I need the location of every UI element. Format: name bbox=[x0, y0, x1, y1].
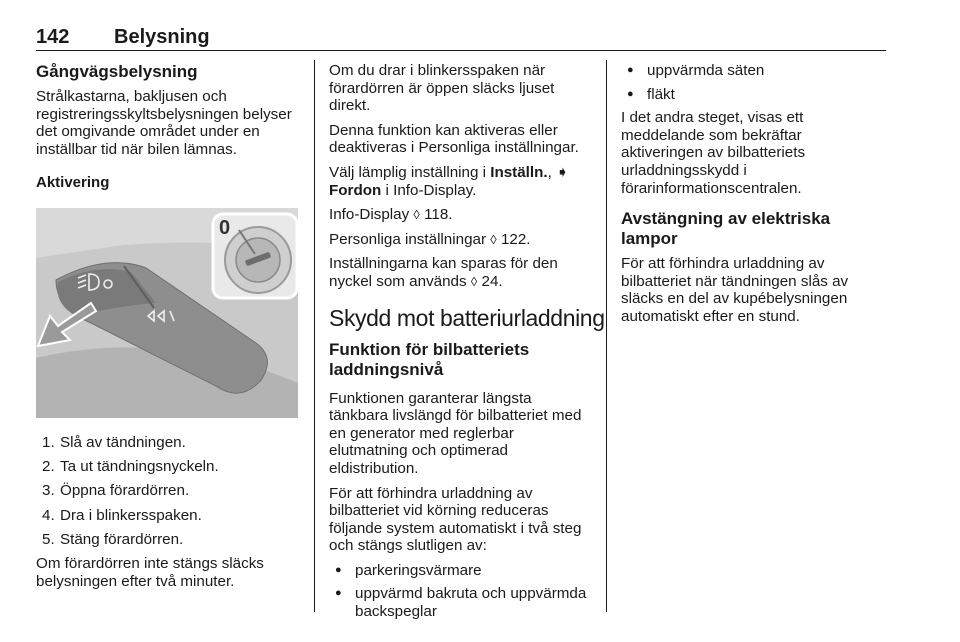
column-3 bbox=[621, 62, 887, 333]
subheading-activation: Aktivering bbox=[36, 174, 110, 192]
list-item: 4. Dra i blinkersspaken. bbox=[42, 506, 202, 524]
paragraph: För att förhindra urladdning av bilbatteriet vid körning reduceras följande system automatiskt i två steg och stängs slutligen av: bbox=[329, 484, 582, 555]
list-item: ● uppvärmd bakruta och uppvärmda backspeglar bbox=[329, 585, 591, 620]
subsection-title: Funktion för bilbatteriets laddningsnivå bbox=[329, 339, 530, 379]
reference-icon: ◊ bbox=[490, 231, 497, 247]
column-divider bbox=[314, 60, 315, 612]
section-title-lamp-shutoff: Avstängning av elektriska lampor bbox=[621, 209, 831, 249]
intro-paragraph: Strålkastarna, bakljusen och registreringsskyltsbelysningen belyser det omgivande området under en inställbar tid när bilen lämnas. bbox=[36, 88, 292, 158]
ignition-inset bbox=[213, 214, 297, 298]
list-item: ● parkeringsvärmare bbox=[329, 562, 591, 580]
reference-icon: ◊ bbox=[470, 273, 478, 289]
reduced-systems-list bbox=[329, 562, 591, 621]
list-item: 5. Stäng förardörren. bbox=[42, 530, 184, 548]
page-header bbox=[36, 26, 886, 51]
column-divider bbox=[606, 60, 607, 612]
ignition-position-label: 0 bbox=[219, 216, 231, 239]
column-1 bbox=[36, 62, 298, 597]
chapter-title: Belysning bbox=[114, 26, 210, 48]
page-number: 142 bbox=[36, 26, 70, 48]
outro-paragraph: Om förardörren inte stängs släcks belysningen efter två minuter. bbox=[36, 554, 264, 590]
arrow-icon: ➧ bbox=[556, 163, 569, 181]
section-title-battery-protection: Skydd mot batteriurladdning bbox=[329, 304, 605, 331]
paragraph: Denna funktion kan aktiveras eller deaktiveras i Personliga inställningar. bbox=[329, 121, 579, 157]
cross-reference-link[interactable]: Info-Display ◊ 118. bbox=[329, 206, 453, 224]
column-2 bbox=[329, 62, 605, 627]
list-item: 1. Slå av tändningen. bbox=[42, 433, 186, 451]
activation-steps bbox=[36, 434, 298, 548]
list-item: 3. Öppna förardörren. bbox=[42, 482, 190, 500]
paragraph: Om du drar i blinkersspaken när förardörren är öppen släcks ljuset direkt. bbox=[329, 62, 555, 115]
stalk-illustration bbox=[36, 208, 298, 418]
paragraph: I det andra steget, visas ett meddelande som bekräftar aktiveringen av bilbatteriets urladdningsskydd i förarinformationscentralen. bbox=[621, 109, 806, 197]
list-item: 2. Ta ut tändningsnyckeln. bbox=[42, 458, 219, 476]
section-title-pathway-lighting: Gångvägsbelysning bbox=[36, 62, 198, 81]
reference-icon: ◊ bbox=[413, 207, 420, 223]
list-item: ● uppvärmda säten bbox=[621, 62, 887, 80]
cross-reference-link[interactable]: Personliga inställningar ◊ 122. bbox=[329, 230, 531, 248]
paragraph: För att förhindra urladdning av bilbatteriet när tändningen slås av släcks en del av kupébelysningen automatiskt efter en stund. bbox=[621, 255, 849, 325]
paragraph: Inställningarna kan sparas för den nyckel som används ◊ 24. bbox=[329, 255, 558, 290]
paragraph-settings-path: Välj lämplig inställning i Inställn., ➧ Fordon i Info-Display. bbox=[329, 163, 569, 199]
list-item: ● fläkt bbox=[621, 86, 887, 104]
paragraph: Funktionen garanterar längsta tänkbara livslängd för bilbatteriet med en generator med reglerbar elutmatning och optimerad eldistribution. bbox=[329, 389, 582, 477]
reduced-systems-list-continued bbox=[621, 62, 887, 103]
